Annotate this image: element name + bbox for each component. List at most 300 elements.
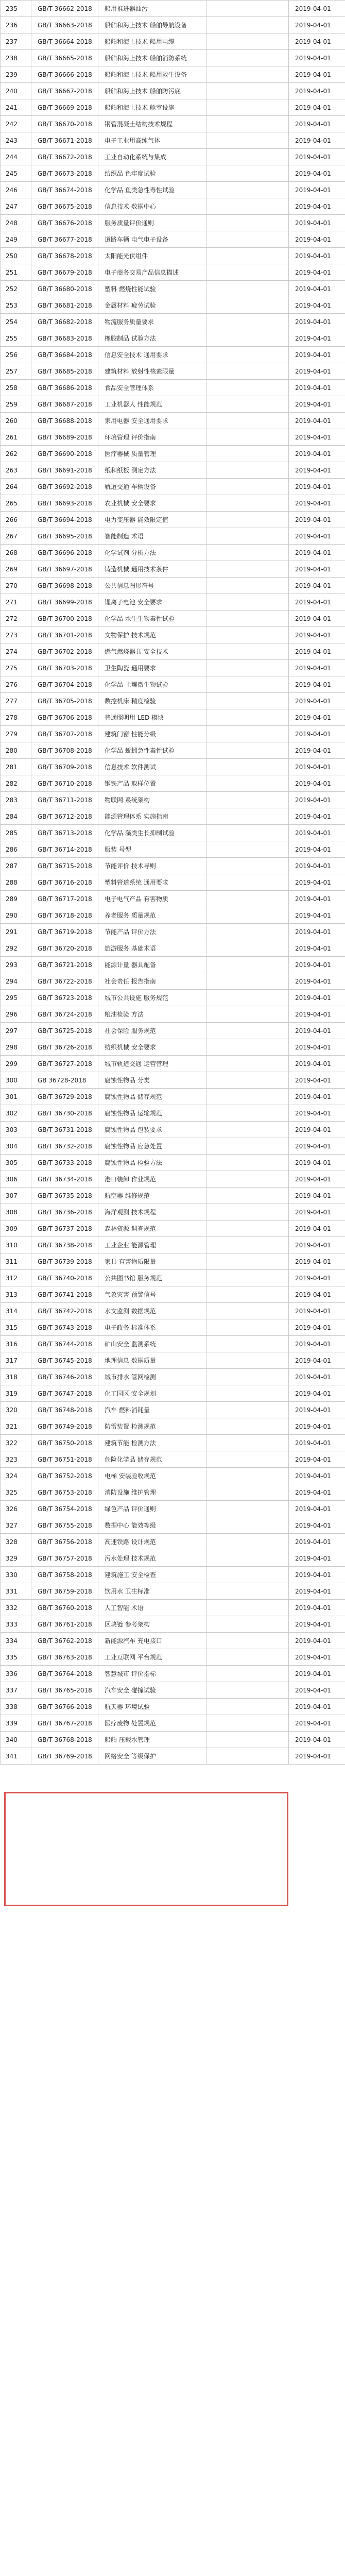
empty-cell	[206, 1616, 289, 1633]
empty-cell	[206, 693, 289, 709]
row-number-cell: 261	[1, 429, 31, 446]
table-row	[1, 495, 345, 512]
empty-cell	[206, 1435, 289, 1451]
empty-cell	[206, 1468, 289, 1484]
empty-cell	[206, 1583, 289, 1600]
standard-name-cell: 高速铁路 设计规范	[98, 1534, 206, 1550]
standard-name-cell: 气象灾害 预警信号	[98, 1286, 206, 1303]
row-number-cell: 336	[1, 1666, 31, 1682]
implementation-date-cell: 2019-04-01	[289, 462, 345, 479]
standard-code-cell: GB/T 36670-2018	[31, 116, 98, 132]
implementation-date-cell: 2019-04-01	[289, 1699, 345, 1715]
implementation-date-cell: 2019-04-01	[289, 1270, 345, 1286]
implementation-date-cell: 2019-04-01	[289, 1715, 345, 1732]
standard-name-cell: 船舶和海上技术 船舶消防系统	[98, 50, 206, 66]
row-number-cell: 304	[1, 1138, 31, 1155]
row-number-cell: 254	[1, 314, 31, 330]
row-number-cell: 307	[1, 1188, 31, 1204]
table-row	[1, 380, 345, 396]
empty-cell	[206, 973, 289, 990]
empty-cell	[206, 627, 289, 643]
standard-name-cell: 化学试剂 分析方法	[98, 545, 206, 561]
table-row	[1, 1221, 345, 1237]
standard-name-cell: 腐蚀性物品 应急处置	[98, 1138, 206, 1155]
empty-cell	[206, 1402, 289, 1418]
implementation-date-cell: 2019-04-01	[289, 1171, 345, 1188]
row-number-cell: 238	[1, 50, 31, 66]
standard-code-cell: GB/T 36691-2018	[31, 462, 98, 479]
table-row	[1, 973, 345, 990]
standard-name-cell: 智慧城市 评价指标	[98, 1666, 206, 1682]
implementation-date-cell: 2019-04-01	[289, 1435, 345, 1451]
empty-cell	[206, 1600, 289, 1616]
standard-name-cell: 服装 号型	[98, 841, 206, 858]
row-number-cell: 244	[1, 149, 31, 165]
standard-name-cell: 腐蚀性物品 运输规范	[98, 1105, 206, 1122]
implementation-date-cell: 2019-04-01	[289, 1138, 345, 1155]
standard-name-cell: 建筑节能 检测方法	[98, 1435, 206, 1451]
row-number-cell: 239	[1, 66, 31, 83]
standard-code-cell: GB/T 36702-2018	[31, 643, 98, 660]
standard-code-cell: GB/T 36683-2018	[31, 330, 98, 347]
implementation-date-cell: 2019-04-01	[289, 1122, 345, 1138]
table-row	[1, 1583, 345, 1600]
row-number-cell: 320	[1, 1402, 31, 1418]
standard-name-cell: 船舶和海上技术 船舶导航设备	[98, 17, 206, 33]
empty-cell	[206, 413, 289, 429]
table-row	[1, 759, 345, 775]
row-number-cell: 306	[1, 1171, 31, 1188]
standard-code-cell: GB/T 36753-2018	[31, 1484, 98, 1501]
empty-cell	[206, 149, 289, 165]
standard-name-cell: 数据中心 能效等级	[98, 1517, 206, 1534]
table-row	[1, 17, 345, 33]
implementation-date-cell: 2019-04-01	[289, 413, 345, 429]
table-row	[1, 594, 345, 611]
implementation-date-cell: 2019-04-01	[289, 182, 345, 198]
implementation-date-cell: 2019-04-01	[289, 17, 345, 33]
row-number-cell: 340	[1, 1732, 31, 1748]
implementation-date-cell: 2019-04-01	[289, 1501, 345, 1517]
standard-code-cell: GB/T 36694-2018	[31, 512, 98, 528]
row-number-cell: 319	[1, 1385, 31, 1402]
standard-code-cell: GB/T 36665-2018	[31, 50, 98, 66]
standard-name-cell: 工业互联网 平台规范	[98, 1649, 206, 1666]
row-number-cell: 249	[1, 231, 31, 248]
standard-code-cell: GB 36728-2018	[31, 1072, 98, 1089]
standard-name-cell: 钢管混凝土结构技术规程	[98, 116, 206, 132]
table-row	[1, 413, 345, 429]
table-row	[1, 396, 345, 413]
implementation-date-cell: 2019-04-01	[289, 611, 345, 627]
standard-name-cell: 人工智能 术语	[98, 1600, 206, 1616]
row-number-cell: 276	[1, 676, 31, 693]
implementation-date-cell: 2019-04-01	[289, 1336, 345, 1352]
table-row	[1, 1023, 345, 1039]
table-row	[1, 165, 345, 182]
empty-cell	[206, 1699, 289, 1715]
standard-code-cell: GB/T 36741-2018	[31, 1286, 98, 1303]
standard-code-cell: GB/T 36747-2018	[31, 1385, 98, 1402]
standard-name-cell: 腐蚀性物品 包装要求	[98, 1122, 206, 1138]
standard-code-cell: GB/T 36748-2018	[31, 1402, 98, 1418]
standard-code-cell: GB/T 36755-2018	[31, 1517, 98, 1534]
empty-cell	[206, 264, 289, 281]
empty-cell	[206, 1221, 289, 1237]
standard-code-cell: GB/T 36769-2018	[31, 1748, 98, 1765]
row-number-cell: 294	[1, 973, 31, 990]
empty-cell	[206, 1319, 289, 1336]
table-row	[1, 1155, 345, 1171]
row-number-cell: 334	[1, 1633, 31, 1649]
table-row	[1, 1600, 345, 1616]
standard-name-cell: 能源管理体系 实施指南	[98, 808, 206, 825]
implementation-date-cell: 2019-04-01	[289, 149, 345, 165]
standard-name-cell: 社会保险 服务规范	[98, 1023, 206, 1039]
table-row	[1, 561, 345, 578]
standard-name-cell: 汽车安全 碰撞试验	[98, 1682, 206, 1699]
implementation-date-cell: 2019-04-01	[289, 660, 345, 676]
standard-code-cell: GB/T 36706-2018	[31, 709, 98, 726]
standard-code-cell: GB/T 36676-2018	[31, 215, 98, 231]
table-row	[1, 297, 345, 314]
empty-cell	[206, 1715, 289, 1732]
implementation-date-cell: 2019-04-01	[289, 1748, 345, 1765]
row-number-cell: 260	[1, 413, 31, 429]
standard-name-cell: 道路车辆 电气电子设备	[98, 231, 206, 248]
standard-name-cell: 塑料 燃烧性能试验	[98, 281, 206, 297]
implementation-date-cell: 2019-04-01	[289, 132, 345, 149]
standard-code-cell: GB/T 36720-2018	[31, 940, 98, 957]
standard-name-cell: 船舶和海上技术 船用救生设备	[98, 66, 206, 83]
row-number-cell: 243	[1, 132, 31, 149]
empty-cell	[206, 940, 289, 957]
implementation-date-cell: 2019-04-01	[289, 1286, 345, 1303]
standard-code-cell: GB/T 36744-2018	[31, 1336, 98, 1352]
row-number-cell: 295	[1, 990, 31, 1006]
row-number-cell: 325	[1, 1484, 31, 1501]
row-number-cell: 278	[1, 709, 31, 726]
empty-cell	[206, 512, 289, 528]
empty-cell	[206, 1550, 289, 1567]
empty-cell	[206, 990, 289, 1006]
implementation-date-cell: 2019-04-01	[289, 1682, 345, 1699]
empty-cell	[206, 957, 289, 973]
empty-cell	[206, 99, 289, 116]
table-row	[1, 330, 345, 347]
implementation-date-cell: 2019-04-01	[289, 380, 345, 396]
table-row	[1, 1105, 345, 1122]
standard-name-cell: 化学品 土壤微生物试验	[98, 676, 206, 693]
empty-cell	[206, 1286, 289, 1303]
implementation-date-cell: 2019-04-01	[289, 1534, 345, 1550]
implementation-date-cell: 2019-04-01	[289, 446, 345, 462]
implementation-date-cell: 2019-04-01	[289, 1468, 345, 1484]
implementation-date-cell: 2019-04-01	[289, 1583, 345, 1600]
standard-code-cell: GB/T 36758-2018	[31, 1567, 98, 1583]
row-number-cell: 248	[1, 215, 31, 231]
implementation-date-cell: 2019-04-01	[289, 1666, 345, 1682]
standard-code-cell: GB/T 36689-2018	[31, 429, 98, 446]
standard-code-cell: GB/T 36750-2018	[31, 1435, 98, 1451]
row-number-cell: 236	[1, 17, 31, 33]
row-number-cell: 301	[1, 1089, 31, 1105]
empty-cell	[206, 1105, 289, 1122]
row-number-cell: 327	[1, 1517, 31, 1534]
standard-name-cell: 电子工业用高纯气体	[98, 132, 206, 149]
standard-code-cell: GB/T 36685-2018	[31, 363, 98, 380]
row-number-cell: 270	[1, 578, 31, 594]
empty-cell	[206, 132, 289, 149]
row-number-cell: 328	[1, 1534, 31, 1550]
empty-cell	[206, 495, 289, 512]
implementation-date-cell: 2019-04-01	[289, 165, 345, 182]
empty-cell	[206, 50, 289, 66]
table-row	[1, 1534, 345, 1550]
empty-cell	[206, 1171, 289, 1188]
standard-name-cell: 城市轨道交通 运营管理	[98, 1056, 206, 1072]
table-row	[1, 1567, 345, 1583]
standard-code-cell: GB/T 36745-2018	[31, 1352, 98, 1369]
row-number-cell: 272	[1, 611, 31, 627]
implementation-date-cell: 2019-04-01	[289, 1600, 345, 1616]
implementation-date-cell: 2019-04-01	[289, 1072, 345, 1089]
table-row	[1, 660, 345, 676]
row-number-cell: 293	[1, 957, 31, 973]
empty-cell	[206, 281, 289, 297]
standard-name-cell: 社会责任 报告指南	[98, 973, 206, 990]
empty-cell	[206, 924, 289, 940]
standard-code-cell: GB/T 36680-2018	[31, 281, 98, 297]
standard-code-cell: GB/T 36754-2018	[31, 1501, 98, 1517]
implementation-date-cell: 2019-04-01	[289, 33, 345, 50]
standard-name-cell: 化学品 水生生物毒性试验	[98, 611, 206, 627]
empty-cell	[206, 1089, 289, 1105]
empty-cell	[206, 1567, 289, 1583]
implementation-date-cell: 2019-04-01	[289, 512, 345, 528]
table-row	[1, 1633, 345, 1649]
empty-cell	[206, 182, 289, 198]
standard-name-cell: 服务质量评价通则	[98, 215, 206, 231]
table-row	[1, 1517, 345, 1534]
row-number-cell: 246	[1, 182, 31, 198]
implementation-date-cell: 2019-04-01	[289, 1, 345, 17]
empty-cell	[206, 1155, 289, 1171]
standard-name-cell: 卫生陶瓷 通用要求	[98, 660, 206, 676]
table-row	[1, 545, 345, 561]
implementation-date-cell: 2019-04-01	[289, 775, 345, 792]
implementation-date-cell: 2019-04-01	[289, 1105, 345, 1122]
row-number-cell: 333	[1, 1616, 31, 1633]
implementation-date-cell: 2019-04-01	[289, 66, 345, 83]
standard-code-cell: GB/T 36734-2018	[31, 1171, 98, 1188]
empty-cell	[206, 775, 289, 792]
standard-name-cell: 航天器 环境试验	[98, 1699, 206, 1715]
standard-code-cell: GB/T 36749-2018	[31, 1418, 98, 1435]
row-number-cell: 265	[1, 495, 31, 512]
empty-cell	[206, 742, 289, 759]
empty-cell	[206, 165, 289, 182]
row-number-cell: 292	[1, 940, 31, 957]
standard-name-cell: 信息技术 软件测试	[98, 759, 206, 775]
standard-code-cell: GB/T 36686-2018	[31, 380, 98, 396]
implementation-date-cell: 2019-04-01	[289, 676, 345, 693]
row-number-cell: 312	[1, 1270, 31, 1286]
standard-name-cell: 电子政务 标准体系	[98, 1319, 206, 1336]
standard-name-cell: 节能评价 技术导则	[98, 858, 206, 874]
standard-name-cell: 粮油检验 方法	[98, 1006, 206, 1023]
empty-cell	[206, 347, 289, 363]
table-row	[1, 479, 345, 495]
table-row	[1, 1072, 345, 1089]
implementation-date-cell: 2019-04-01	[289, 578, 345, 594]
implementation-date-cell: 2019-04-01	[289, 1649, 345, 1666]
table-row	[1, 182, 345, 198]
empty-cell	[206, 198, 289, 215]
implementation-date-cell: 2019-04-01	[289, 231, 345, 248]
standard-name-cell: 污水处理 技术规范	[98, 1550, 206, 1567]
standard-code-cell: GB/T 36742-2018	[31, 1303, 98, 1319]
empty-cell	[206, 297, 289, 314]
standard-name-cell: 船舶和海上技术 船用电缆	[98, 33, 206, 50]
standard-name-cell: 物流服务质量要求	[98, 314, 206, 330]
standard-code-cell: GB/T 36705-2018	[31, 693, 98, 709]
standard-name-cell: 食品安全管理体系	[98, 380, 206, 396]
row-number-cell: 256	[1, 347, 31, 363]
implementation-date-cell: 2019-04-01	[289, 1155, 345, 1171]
table-row	[1, 643, 345, 660]
table-row	[1, 429, 345, 446]
standard-name-cell: 公共图书馆 服务规范	[98, 1270, 206, 1286]
standard-name-cell: 建筑材料 放射性核素限量	[98, 363, 206, 380]
standard-name-cell: 工业自动化系统与集成	[98, 149, 206, 165]
standard-code-cell: GB/T 36760-2018	[31, 1600, 98, 1616]
empty-cell	[206, 1039, 289, 1056]
row-number-cell: 310	[1, 1237, 31, 1253]
standard-code-cell: GB/T 36709-2018	[31, 759, 98, 775]
table-row	[1, 66, 345, 83]
row-number-cell: 250	[1, 248, 31, 264]
row-number-cell: 240	[1, 83, 31, 99]
row-number-cell: 308	[1, 1204, 31, 1221]
table-row	[1, 512, 345, 528]
empty-cell	[206, 1072, 289, 1089]
implementation-date-cell: 2019-04-01	[289, 1039, 345, 1056]
standard-name-cell: 公共信息图形符号	[98, 578, 206, 594]
empty-cell	[206, 1188, 289, 1204]
table-row	[1, 709, 345, 726]
standard-name-cell: 建筑施工 安全检查	[98, 1567, 206, 1583]
row-number-cell: 237	[1, 33, 31, 50]
table-row	[1, 528, 345, 545]
standard-code-cell: GB/T 36708-2018	[31, 742, 98, 759]
empty-cell	[206, 1649, 289, 1666]
empty-cell	[206, 643, 289, 660]
row-number-cell: 247	[1, 198, 31, 215]
table-row	[1, 1171, 345, 1188]
row-number-cell: 317	[1, 1352, 31, 1369]
table-row	[1, 446, 345, 462]
standard-name-cell: 家具 有害物质限量	[98, 1253, 206, 1270]
implementation-date-cell: 2019-04-01	[289, 1319, 345, 1336]
implementation-date-cell: 2019-04-01	[289, 1385, 345, 1402]
implementation-date-cell: 2019-04-01	[289, 495, 345, 512]
standard-code-cell: GB/T 36766-2018	[31, 1699, 98, 1715]
standard-name-cell: 水文监测 数据规范	[98, 1303, 206, 1319]
standard-code-cell: GB/T 36757-2018	[31, 1550, 98, 1567]
implementation-date-cell: 2019-04-01	[289, 808, 345, 825]
row-number-cell: 290	[1, 907, 31, 924]
table-row	[1, 1666, 345, 1682]
implementation-date-cell: 2019-04-01	[289, 924, 345, 940]
empty-cell	[206, 1748, 289, 1765]
empty-cell	[206, 1484, 289, 1501]
standard-code-cell: GB/T 36713-2018	[31, 825, 98, 841]
row-number-cell: 275	[1, 660, 31, 676]
standard-code-cell: GB/T 36730-2018	[31, 1105, 98, 1122]
empty-cell	[206, 1023, 289, 1039]
highlight-box	[4, 1792, 288, 1906]
implementation-date-cell: 2019-04-01	[289, 1616, 345, 1633]
row-number-cell: 235	[1, 1, 31, 17]
standard-name-cell: 船舶和海上技术 舱室设施	[98, 99, 206, 116]
row-number-cell: 299	[1, 1056, 31, 1072]
implementation-date-cell: 2019-04-01	[289, 1253, 345, 1270]
empty-cell	[206, 709, 289, 726]
standard-name-cell: 燃气燃烧器具 安全技术	[98, 643, 206, 660]
standard-code-cell: GB/T 36711-2018	[31, 792, 98, 808]
table-row	[1, 231, 345, 248]
standard-name-cell: 腐蚀性物品 检验方法	[98, 1155, 206, 1171]
table-row	[1, 775, 345, 792]
table-row	[1, 1204, 345, 1221]
empty-cell	[206, 825, 289, 841]
implementation-date-cell: 2019-04-01	[289, 759, 345, 775]
row-number-cell: 289	[1, 891, 31, 907]
standard-code-cell: GB/T 36712-2018	[31, 808, 98, 825]
standard-code-cell: GB/T 36678-2018	[31, 248, 98, 264]
table-row	[1, 858, 345, 874]
table-row	[1, 1715, 345, 1732]
row-number-cell: 316	[1, 1336, 31, 1352]
table-row	[1, 1039, 345, 1056]
implementation-date-cell: 2019-04-01	[289, 561, 345, 578]
empty-cell	[206, 1122, 289, 1138]
empty-cell	[206, 545, 289, 561]
implementation-date-cell: 2019-04-01	[289, 116, 345, 132]
implementation-date-cell: 2019-04-01	[289, 429, 345, 446]
standard-code-cell: GB/T 36743-2018	[31, 1319, 98, 1336]
empty-cell	[206, 1253, 289, 1270]
standard-name-cell: 化学品 蚯蚓急性毒性试验	[98, 742, 206, 759]
standard-code-cell: GB/T 36692-2018	[31, 479, 98, 495]
table-row	[1, 792, 345, 808]
row-number-cell: 330	[1, 1567, 31, 1583]
standard-code-cell: GB/T 36698-2018	[31, 578, 98, 594]
standard-code-cell: GB/T 36681-2018	[31, 297, 98, 314]
standard-name-cell: 森林资源 调查规范	[98, 1221, 206, 1237]
table-row	[1, 1253, 345, 1270]
row-number-cell: 303	[1, 1122, 31, 1138]
standard-name-cell: 工业企业 能源管理	[98, 1237, 206, 1253]
table-row	[1, 1682, 345, 1699]
empty-cell	[206, 594, 289, 611]
row-number-cell: 311	[1, 1253, 31, 1270]
standard-name-cell: 能源计量 器具配备	[98, 957, 206, 973]
row-number-cell: 287	[1, 858, 31, 874]
standard-code-cell: GB/T 36732-2018	[31, 1138, 98, 1155]
row-number-cell: 282	[1, 775, 31, 792]
